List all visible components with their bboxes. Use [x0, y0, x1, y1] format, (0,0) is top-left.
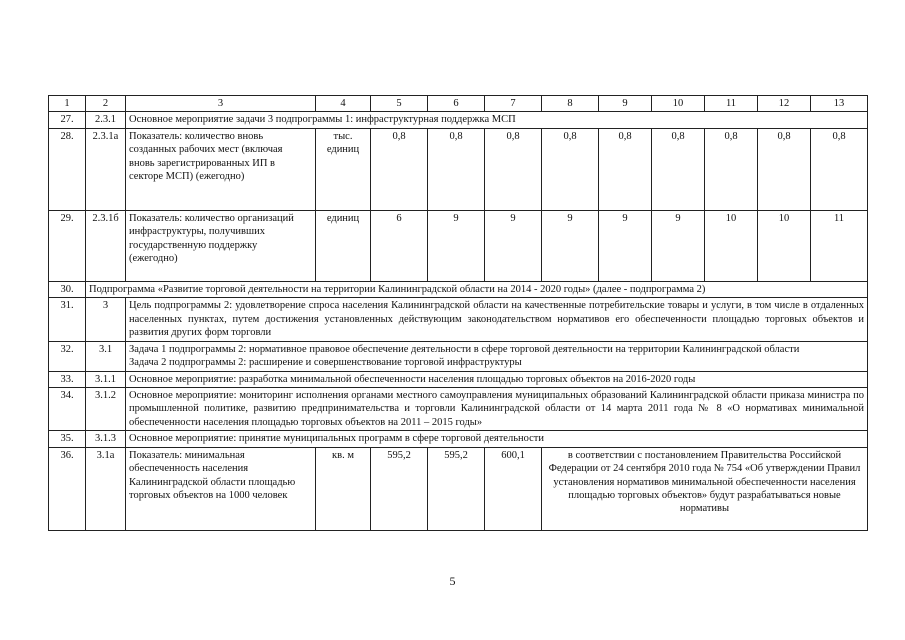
- value-cell: 0,8: [371, 128, 428, 210]
- value-cell: 9: [542, 210, 599, 281]
- row-code: 3.1.2: [86, 387, 126, 430]
- row-code: 3.1а: [86, 447, 126, 530]
- col-header: 3: [126, 96, 316, 112]
- table-row: [49, 387, 868, 430]
- value-cell: 9: [652, 210, 705, 281]
- row-text: Основное мероприятие: мониторинг исполнения органами местного самоуправления муниципальных образований Калининградской области приказа министра по промышленной политике, развитию предпринимательства и торговли Калининградской области от 14 марта 2011 года № 8 «О нормативах минимальной обеспеченности населения площадью торговых объектов на 2011 – 2015 годы»: [126, 387, 868, 430]
- row-code: 3.1.1: [86, 371, 126, 387]
- value-cell: 0,8: [758, 128, 811, 210]
- col-header: 13: [811, 96, 868, 112]
- value-cell: 595,2: [428, 447, 485, 530]
- row-text: Показатель: количество вновь созданных рабочих мест (включая вновь зарегистрированных ИП в секторе МСП) (ежегодно): [126, 128, 316, 210]
- row-text: Показатель: минимальная обеспеченность населения Калининградской области площадью торговых объектов на 1000 человек: [126, 447, 316, 530]
- value-cell: 6: [371, 210, 428, 281]
- unit-cell: кв. м: [316, 447, 371, 530]
- col-header: 6: [428, 96, 485, 112]
- table-row: [49, 431, 868, 447]
- table-row: [49, 112, 868, 128]
- table-row: [49, 447, 868, 530]
- row-text: Основное мероприятие: принятие муниципальных программ в сфере торговой деятельности: [126, 431, 868, 447]
- row-text: Показатель: количество организаций инфраструктуры, получивших государственную поддержку (ежегодно): [126, 210, 316, 281]
- subprogram-title: Подпрограмма «Развитие торговой деятельности на территории Калининградской области на 2014 - 2020 годы» (далее - подпрограмма 2): [86, 281, 868, 297]
- value-cell: 10: [758, 210, 811, 281]
- value-cell: 9: [485, 210, 542, 281]
- table-row: [49, 128, 868, 210]
- col-header: 2: [86, 96, 126, 112]
- row-code: 3.1.3: [86, 431, 126, 447]
- row-code: 2.3.1а: [86, 128, 126, 210]
- row-number: 32.: [49, 341, 86, 371]
- value-cell: 10: [705, 210, 758, 281]
- value-cell: 0,8: [428, 128, 485, 210]
- row-code: 3.1: [86, 341, 126, 371]
- task-2-text: Задача 2 подпрограммы 2: расширение и совершенствование торговой инфраструктуры: [129, 357, 522, 369]
- table-row: [49, 371, 868, 387]
- col-header: 1: [49, 96, 86, 112]
- row-code: 2.3.1б: [86, 210, 126, 281]
- note-cell: в соответствии с постановлением Правительства Российской Федерации от 24 сентября 2010 года № 754 «Об утверждении Правил установления нормативов минимальной обеспеченности населения площадью торговых объектов» будут разрабатываться новые нормативы: [542, 447, 868, 530]
- value-cell: 595,2: [371, 447, 428, 530]
- unit-cell: единиц: [316, 210, 371, 281]
- row-number: 31.: [49, 298, 86, 341]
- col-header: 12: [758, 96, 811, 112]
- column-header-row: [49, 96, 868, 112]
- row-text: Основное мероприятие: разработка минимальной обеспеченности населения площадью торговых объектов на 2016-2020 годы: [126, 371, 868, 387]
- value-cell: 0,8: [542, 128, 599, 210]
- unit-cell: тыс. единиц: [316, 128, 371, 210]
- col-header: 4: [316, 96, 371, 112]
- table-row: [49, 281, 868, 297]
- value-cell: 0,8: [485, 128, 542, 210]
- col-header: 10: [652, 96, 705, 112]
- row-code: 3: [86, 298, 126, 341]
- row-number: 36.: [49, 447, 86, 530]
- value-cell: 9: [428, 210, 485, 281]
- row-number: 30.: [49, 281, 86, 297]
- table-row: [49, 210, 868, 281]
- value-cell: 0,8: [652, 128, 705, 210]
- page-number: 5: [449, 574, 456, 588]
- row-text: Основное мероприятие задачи 3 подпрограммы 1: инфраструктурная поддержка МСП: [126, 112, 868, 128]
- col-header: 7: [485, 96, 542, 112]
- row-number: 28.: [49, 128, 86, 210]
- value-cell: 11: [811, 210, 868, 281]
- table-row: [49, 341, 868, 371]
- value-cell: 0,8: [811, 128, 868, 210]
- indicators-table: [48, 95, 868, 531]
- value-cell: 0,8: [705, 128, 758, 210]
- row-text: [126, 341, 868, 371]
- row-number: 35.: [49, 431, 86, 447]
- value-cell: 0,8: [599, 128, 652, 210]
- row-number: 27.: [49, 112, 86, 128]
- row-code: 2.3.1: [86, 112, 126, 128]
- value-cell: 600,1: [485, 447, 542, 530]
- col-header: 11: [705, 96, 758, 112]
- table-row: [49, 298, 868, 341]
- col-header: 5: [371, 96, 428, 112]
- row-number: 34.: [49, 387, 86, 430]
- row-number: 29.: [49, 210, 86, 281]
- task-1-text: Задача 1 подпрограммы 2: нормативное правовое обеспечение деятельности в сфере торговой деятельности на территории Калининградской области: [129, 343, 800, 355]
- row-text: Цель подпрограммы 2: удовлетворение спроса населения Калининградской области на качественные потребительские товары и услуги, в том числе в отдаленных населенных пунктах, путем достижения установленных действующим законодательством нормативов его обеспеченности площадью торговых объектов и развития других форм торговли: [126, 298, 868, 341]
- col-header: 9: [599, 96, 652, 112]
- col-header: 8: [542, 96, 599, 112]
- row-number: 33.: [49, 371, 86, 387]
- value-cell: 9: [599, 210, 652, 281]
